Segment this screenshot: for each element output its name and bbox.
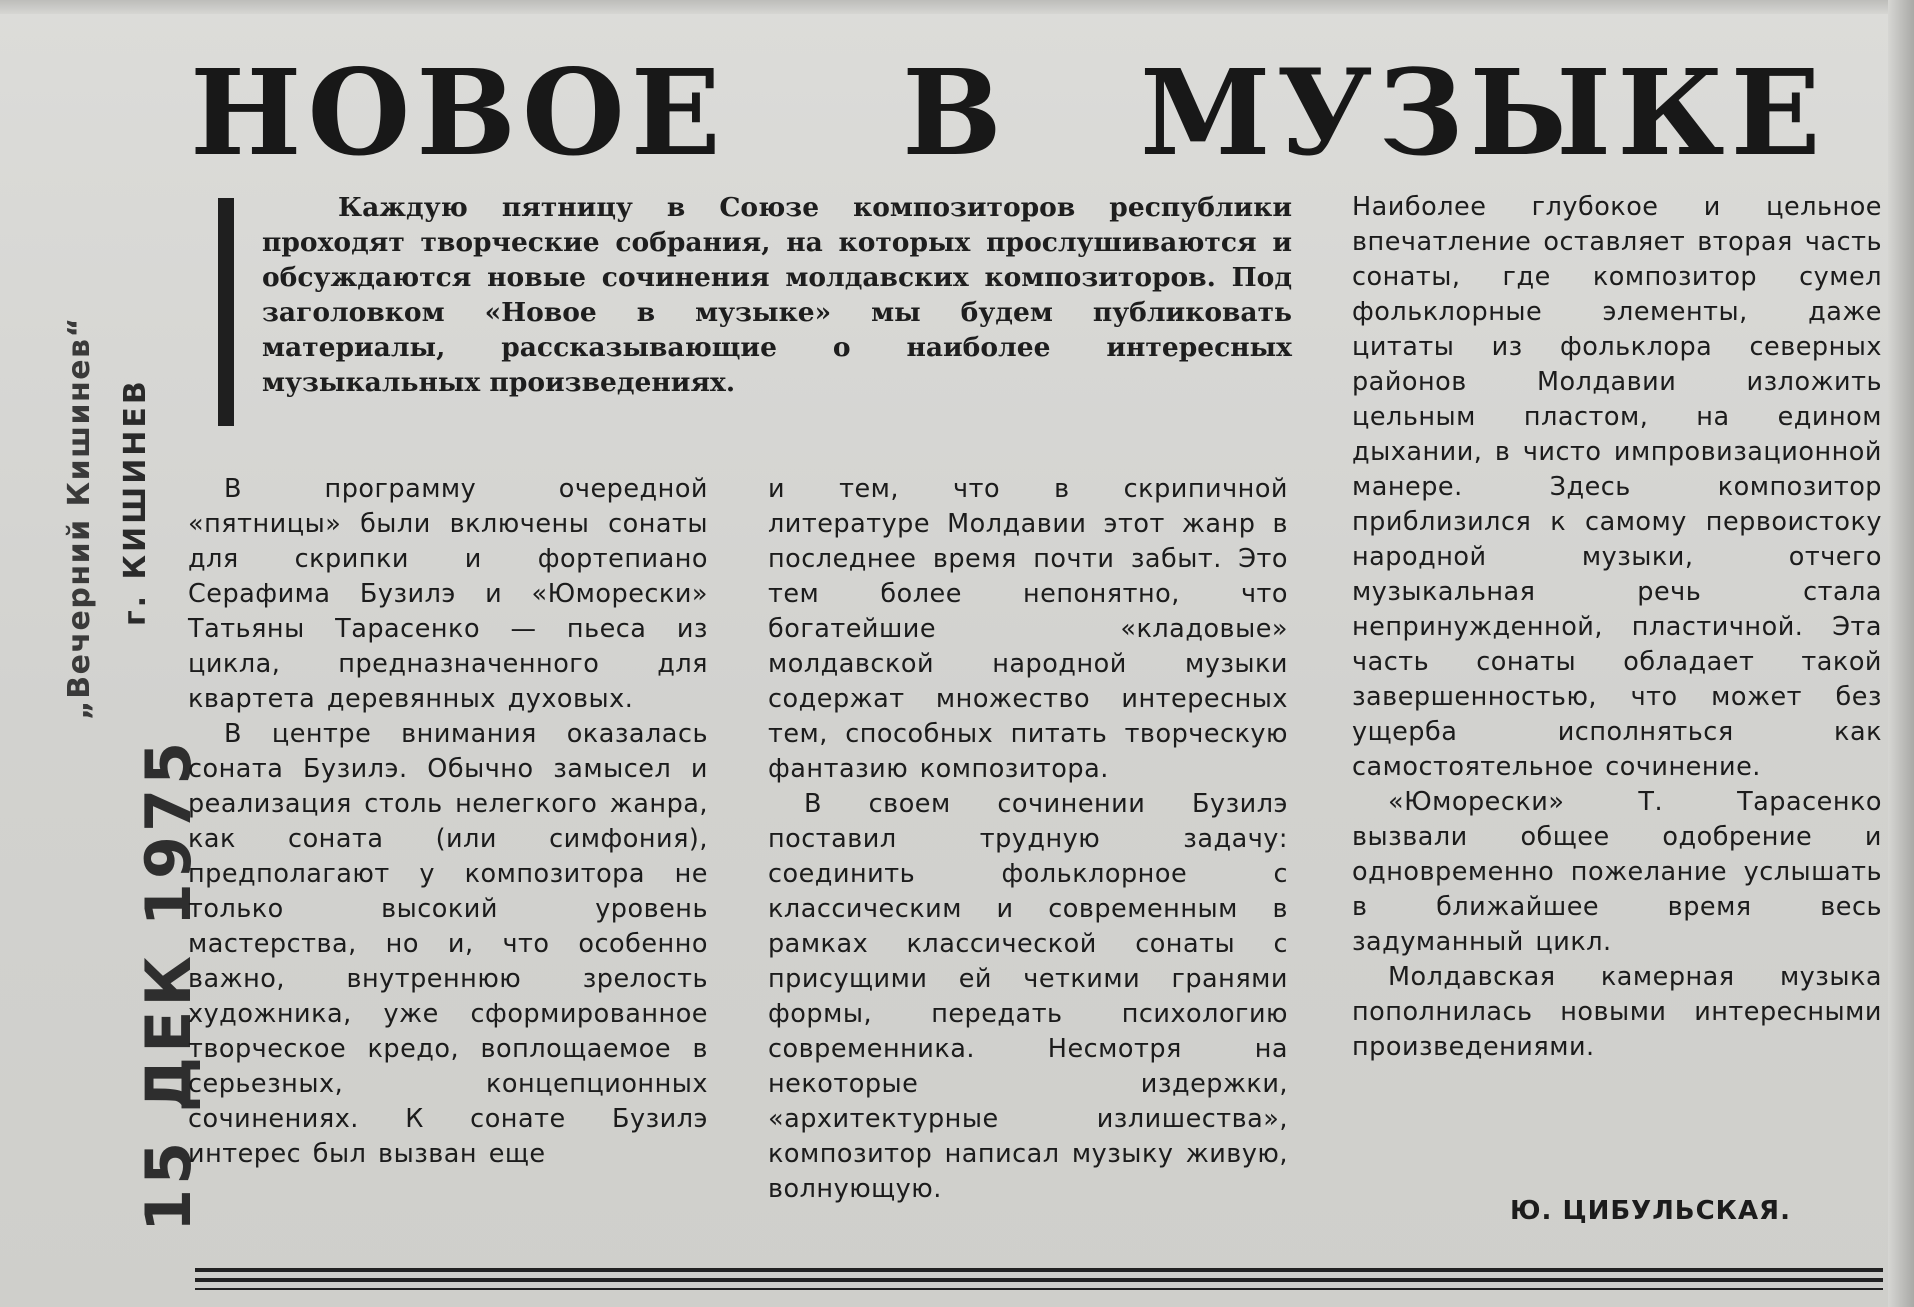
article-column-3 [1352,190,1882,1065]
bottom-rule [195,1268,1883,1272]
column-paragraph: Молдавская камерная музыка пополнилась новыми интересными произведениями. [1352,962,1882,1062]
intro-paragraph: Каждую пятницу в Союзе композиторов республики проходят творческие собрания, на которых прослушиваются и обсуждаются новые сочинения молдавских композиторов. Под заголовком «Новое в музыке» мы будем публиковать материалы, рассказывающие о наиболее интересных музыкальных произведениях. [262,192,1292,398]
column-paragraph: В своем сочинении Бузилэ поставил трудную задачу: соединить фольклорное с классическим и современным в рамках классической сонаты с присущими ей четкими гранями формы, передать психологию современника. Несмотря на некоторые издержки, «архитектурные излишества», композитор написал музыку живую, волнующую. [768,789,1288,1204]
scan-edge-right [1888,0,1914,1307]
intro-vertical-bar [218,198,234,426]
column-paragraph: В центре внимания оказалась соната Бузилэ. Обычно замысел и реализация столь нелегкого жанра, как соната (или симфония), предполагают у композитора не только высокий уровень мастерства, но и, что особенно важно, внутреннюю зрелость художника, уже сформированное творческое кредо, воплощаемое в серьезных, концепционных сочинениях. К сонате Бузилэ интерес был вызван еще [188,719,708,1169]
column-paragraph: «Юморески» Т. Тарасенко вызвали общее одобрение и одновременно пожелание услышать в ближайшее время весь задуманный цикл. [1352,787,1882,957]
article-column-1 [188,472,708,1172]
bottom-rule [195,1288,1883,1290]
column-paragraph: Наиболее глубокое и цельное впечатление оставляет вторая часть сонаты, где композитор сумел фольклорные элементы, даже цитаты из фольклора северных районов Молдавии изложить цельным пластом, на едином дыхании, в чисто импровизационной манере. Здесь композитор приблизился к самому первоистоку народной музыки, отчего музыкальная речь стала непринужденной, пластичной. Эта часть сонаты обладает такой завершенностью, что может без ущерба исполняться как самостоятельное сочинение. [1352,192,1882,782]
scan-edge-top [0,0,1914,14]
author-signature: Ю. ЦИБУЛЬСКАЯ. [1510,1196,1791,1226]
headline-word-3: МУЗЫКЕ [1140,43,1827,182]
headline [190,43,1880,182]
column-paragraph: и тем, что в скрипичной литературе Молдавии этот жанр в последнее время почти забыт. Это тем более непонятно, что богатейшие «кладовые» молдавской народной музыки содержат множество интересных тем, способных питать творческую фантазию композитора. [768,474,1288,784]
column-paragraph: В программу очередной «пятницы» были включены сонаты для скрипки и фортепиано Серафима Бузилэ и «Юморески» Татьяны Тарасенко — пьеса из цикла, предназначенного для квартета деревянных духовых. [188,474,708,714]
bottom-rule [195,1278,1883,1282]
article-column-2 [768,472,1288,1207]
newspaper-name-stamp: „Вечерний Кишинев“ [62,316,97,720]
date-stamp: 15 ДЕК 1975 [132,737,205,1232]
city-stamp: г. КИШИНЕВ [118,378,153,626]
headline-word-2: В [902,43,1008,182]
headline-word-1: НОВОЕ [190,43,727,182]
